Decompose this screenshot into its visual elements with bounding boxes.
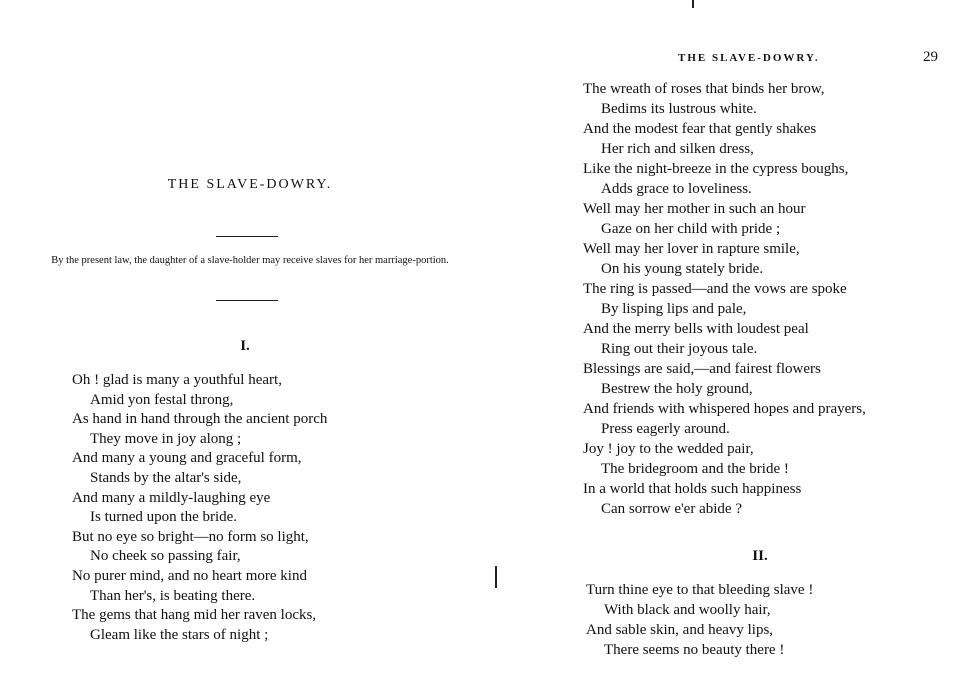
running-head: THE SLAVE-DOWRY.: [678, 52, 820, 64]
poem-line: The wreath of roses that binds her brow,: [583, 81, 825, 97]
poem-line: With black and woolly hair,: [604, 602, 771, 618]
poem-line: Is turned upon the bride.: [90, 509, 238, 526]
rule-above-note: [216, 236, 278, 237]
poem-line: Oh ! glad is many a youthful heart,: [72, 372, 282, 388]
poem-line: Blessings are said,—and fairest flowers: [583, 361, 821, 377]
poem-line: The gems that hang mid her raven locks,: [72, 607, 317, 624]
poem-line: And many a young and graceful form,: [72, 450, 302, 467]
poem-line: And the merry bells with loudest peal: [583, 321, 809, 337]
stanza-1-part-1: [72, 371, 327, 645]
poem-line: On his young stately bride.: [601, 261, 764, 277]
poem-line: Turn thine eye to that bleeding slave !: [586, 582, 814, 598]
poem-line: Stands by the altar's side,: [90, 469, 242, 486]
poem-line: Gleam like the stars of night ;: [90, 626, 269, 643]
stanza-2: [586, 580, 813, 660]
poem-line: By lisping lips and pale,: [601, 301, 747, 317]
stanza-1-part-2: [583, 79, 866, 519]
poem-line: Joy ! joy to the wedded pair,: [583, 441, 754, 457]
epigraph-note: By the present law, the daughter of a slave-holder may receive slaves for her marriage-portion.: [51, 255, 449, 266]
poem-line: And friends with whispered hopes and prayers,: [583, 401, 866, 417]
poem-line: Like the night-breeze in the cypress boughs,: [583, 161, 849, 177]
poem-line: Well may her mother in such an hour: [583, 201, 806, 217]
poem-line: The ring is passed—and the vows are spoke: [583, 281, 847, 297]
poem-line: Gaze on her child with pride ;: [601, 221, 781, 237]
section-numeral-1: I.: [240, 338, 250, 354]
poem-line: Amid yon festal throng,: [90, 391, 234, 408]
poem-title: THE SLAVE-DOWRY.: [167, 177, 333, 192]
poem-line: No purer mind, and no heart more kind: [72, 567, 307, 584]
page-number: 29: [923, 49, 938, 65]
poem-line: And many a mildly-laughing eye: [72, 489, 271, 506]
poem-line: Bedims its lustrous white.: [601, 101, 757, 117]
poem-line: They move in joy along ;: [90, 430, 242, 447]
poem-line: As hand in hand through the ancient porch: [72, 411, 328, 428]
poem-line: And sable skin, and heavy lips,: [586, 622, 774, 638]
poem-line: Ring out their joyous tale.: [601, 341, 758, 357]
poem-line: In a world that holds such happiness: [583, 481, 802, 497]
poem-line: Well may her lover in rapture smile,: [583, 241, 800, 257]
section-numeral-2: II.: [752, 548, 768, 564]
poem-line: Press eagerly around.: [601, 421, 730, 437]
right-page: [490, 0, 980, 684]
rule-below-note: [216, 300, 278, 301]
poem-line: Adds grace to loveliness.: [601, 181, 752, 197]
poem-line: Can sorrow e'er abide ?: [601, 501, 742, 517]
poem-line: Her rich and silken dress,: [601, 141, 754, 157]
poem-line: No cheek so passing fair,: [90, 548, 241, 565]
poem-line: Than her's, is beating there.: [90, 587, 256, 604]
poem-line: And the modest fear that gently shakes: [583, 121, 817, 137]
poem-line: Bestrew the holy ground,: [601, 381, 753, 397]
poem-line: But no eye so bright—no form so light,: [72, 528, 309, 545]
poem-line: The bridegroom and the bride !: [601, 461, 789, 477]
poem-line: There seems no beauty there !: [604, 642, 785, 658]
